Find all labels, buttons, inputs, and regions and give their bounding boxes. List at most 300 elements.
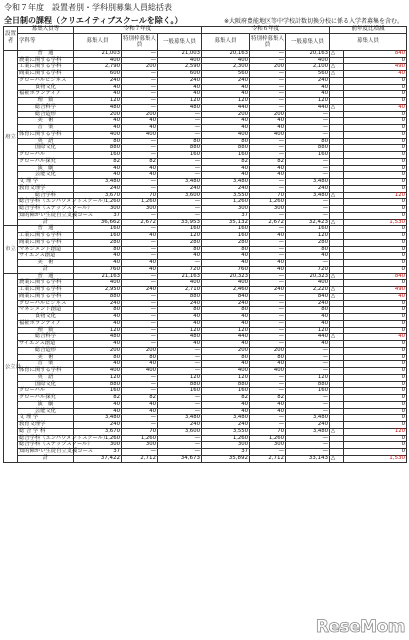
table-row [4,98,407,105]
change-cell: 0 [344,199,407,206]
dept-cell: 英 語 [18,138,74,145]
decrease-mark [330,152,344,159]
change-cell: 0 [344,152,407,159]
value-cell: — [158,435,202,442]
value-cell: — [286,368,330,375]
value-cell: 82 [202,395,250,402]
value-cell: 240 [250,287,286,294]
table-row [4,57,407,64]
col-header: 募集人員 [74,33,122,50]
value-cell: 440 [286,334,330,341]
value-cell: 880 [286,381,330,388]
value-cell: 40 [74,91,122,98]
value-cell: — [286,395,330,402]
value-cell: — [250,307,286,314]
value-cell: — [158,408,202,415]
change-cell: 0 [344,327,407,334]
dept-cell: 工業に関する学科 [18,233,74,240]
value-cell: 280 [202,239,250,246]
dept-cell: 理 数 [18,327,74,334]
dept-cell: グローバルビジネス [18,77,74,84]
value-cell: 3,480 [158,179,202,186]
dept-cell: 福祉ボランティア [18,91,74,98]
value-cell: — [122,226,158,233]
value-cell: — [250,50,286,57]
value-cell: 880 [202,145,250,152]
value-cell: 120 [74,98,122,105]
value-cell: 240 [158,185,202,192]
value-cell: 240 [286,77,330,84]
dept-cell: 総合科学 [18,334,74,341]
value-cell: 200 [202,347,250,354]
dept-cell: 総合学科（ステップスクール） [19,205,93,211]
value-cell: 120 [74,327,122,334]
value-cell: — [250,314,286,321]
change-cell: 0 [344,449,407,456]
dept-cell: 農業に関する学科 [18,57,74,64]
value-cell: 480 [158,104,202,111]
dept-cell: 教育文理学 [18,185,74,192]
value-cell: — [250,212,286,219]
value-cell: — [122,91,158,98]
value-cell: 400 [286,57,330,64]
value-cell: 160 [286,152,330,159]
value-cell: — [158,172,202,179]
table-row [4,185,407,192]
change-cell: 0 [344,138,407,145]
value-cell: 2,712 [122,455,158,462]
value-cell: — [250,327,286,334]
value-cell: 40 [158,314,202,321]
value-cell: — [250,145,286,152]
value-cell: 200 [250,111,286,118]
value-cell: 3,480 [286,428,330,435]
value-cell: — [122,449,158,456]
dept-cell: マネジメント創造 [18,246,74,253]
table-row [4,246,407,253]
value-cell: — [122,253,158,260]
decrease-mark [330,314,344,321]
dept-cell: グローバルビジネス [18,300,74,307]
value-cell: — [250,57,286,64]
document-title: 令和７年度 設置者別・学科別募集人員総括表 [4,3,172,12]
value-cell: 200 [122,64,158,71]
value-cell: — [250,253,286,260]
value-cell: — [286,172,330,179]
decrease-mark [330,77,344,84]
dept-cell: 体育に関する学科 [18,368,74,375]
change-cell: 40 [344,334,407,341]
value-cell: 1,260 [250,435,286,442]
section-title: 全日制の課程（クリエイティブスクールを除く。） [4,16,183,25]
value-cell: — [158,131,202,138]
table-row [4,131,407,138]
value-cell: 40 [122,233,158,240]
table-row [4,158,407,165]
value-cell: 880 [74,381,122,388]
value-cell: 400 [158,57,202,64]
value-cell: 40 [202,408,250,415]
value-cell: 40 [286,314,330,321]
dept-cell: 総合学科 [18,192,74,199]
value-cell: — [286,158,330,165]
value-cell: 760 [202,266,250,273]
change-cell: 0 [344,401,407,408]
value-cell: 160 [202,388,250,395]
value-cell: 1,260 [122,199,158,206]
dept-cell: 福祉ボランティア [18,320,74,327]
decrease-mark [330,341,344,348]
dept-cell: 食物文化 [18,314,74,321]
value-cell: — [122,293,158,300]
value-cell: — [250,246,286,253]
decrease-mark [330,354,344,361]
value-cell: 880 [74,293,122,300]
change-cell: 0 [344,145,407,152]
dept-cell: 音 楽 [18,125,74,132]
decrease-mark [330,401,344,408]
value-cell: 3,550 [202,428,250,435]
value-cell: 400 [74,280,122,287]
value-cell: 40 [202,84,250,91]
value-cell: 280 [74,239,122,246]
value-cell: 82 [74,395,122,402]
decrease-mark [330,118,344,125]
dept-cell: 普 通 [18,273,74,280]
table-row [4,327,407,334]
table-row [4,50,407,57]
value-cell: 40 [250,125,286,132]
table-row [4,165,407,172]
value-cell: 1,260 [202,199,250,206]
value-cell: 240 [74,422,122,429]
col-header: 一般募集人員 [158,33,202,50]
dept-cell: 国際文化 [18,145,74,152]
table-row [4,293,407,300]
change-cell: 0 [344,368,407,375]
value-cell: 3,480 [286,179,330,186]
value-cell: — [122,104,158,111]
value-cell: — [158,347,202,354]
change-cell: 0 [344,125,407,132]
value-cell: — [122,239,158,246]
value-cell: — [250,293,286,300]
dept-cell: グローバル [18,388,74,395]
change-cell: 0 [344,341,407,348]
value-cell: 80 [202,307,250,314]
value-cell: — [286,212,330,219]
change-cell: 0 [344,347,407,354]
table-row [4,347,407,354]
table-row [4,172,407,179]
value-cell: 880 [74,145,122,152]
value-cell: 3,480 [286,415,330,422]
value-cell: 240 [202,77,250,84]
decrease-mark [330,266,344,273]
value-cell: 300 [250,206,286,213]
value-cell: — [250,185,286,192]
value-cell: 120 [158,327,202,334]
dept-cell: 文 理 学 [18,415,74,422]
value-cell: 160 [158,388,202,395]
dept-cell: 美 術 [18,354,74,361]
dept-cell: 総合学科（ステップスクール） [19,441,93,448]
value-cell: 40 [202,260,250,267]
table-row [4,111,407,118]
change-cell: 0 [344,408,407,415]
value-cell: 40 [74,165,122,172]
table-row [4,287,407,294]
dept-cell: サイエンス創造 [18,341,74,348]
value-cell: 40 [74,172,122,179]
value-cell: 240 [202,300,250,307]
value-cell: — [158,199,202,206]
decrease-mark [330,300,344,307]
dept-header-bottom: 学科等 [18,33,74,50]
change-cell: 0 [344,226,407,233]
decrease-mark [330,435,344,442]
decrease-mark: △ [330,71,344,78]
value-cell: — [250,320,286,327]
decrease-mark: △ [330,219,344,226]
value-cell: 40 [202,91,250,98]
value-cell: — [122,415,158,422]
change-cell: 840 [344,273,407,280]
value-cell: — [122,341,158,348]
value-cell: 880 [158,381,202,388]
value-cell: 40 [74,260,122,267]
change-cell: 0 [344,300,407,307]
dept-cell: 総合造形 [18,111,74,118]
value-cell: 3,480 [74,415,122,422]
value-cell: 80 [158,138,202,145]
value-cell: 2,710 [158,287,202,294]
change-cell: 0 [344,131,407,138]
value-cell: — [250,77,286,84]
value-cell: 600 [158,71,202,78]
enrollment-table [3,26,407,463]
value-cell: — [250,280,286,287]
value-cell: 300 [74,442,122,449]
dept-cell: 理 数 [18,98,74,105]
table-row [4,179,407,186]
col-header: 特別枠募集人員 [122,33,158,50]
decrease-mark [330,165,344,172]
value-cell: — [286,408,330,415]
value-cell: 560 [202,71,250,78]
value-cell: 37 [202,212,250,219]
dept-cell: 美 術 [18,118,74,125]
value-cell: — [122,71,158,78]
value-cell: 2,672 [250,219,286,226]
value-cell: 3,480 [74,179,122,186]
table-row [4,91,407,98]
value-cell: 120 [202,98,250,105]
value-cell: — [286,111,330,118]
table-row [4,64,407,71]
table-row [4,118,407,125]
col-header: 募集人員 [330,33,407,50]
value-cell: 70 [122,428,158,435]
value-cell: 160 [74,226,122,233]
table-row [4,104,407,111]
value-cell: 70 [122,192,158,199]
value-cell: 840 [202,293,250,300]
dept-cell: 総合学科（エンパワメントスクール） [19,434,109,441]
table-row [4,77,407,84]
value-cell: — [250,91,286,98]
decrease-mark [330,138,344,145]
group-label: 公立計 [4,273,18,462]
decrease-mark [330,125,344,132]
value-cell: 160 [74,388,122,395]
value-cell: 120 [286,233,330,240]
value-cell: 200 [74,347,122,354]
dept-cell: 音 楽 [18,361,74,368]
value-cell: 40 [158,253,202,260]
change-cell: 0 [344,253,407,260]
value-cell: 40 [74,408,122,415]
table-row [4,145,407,152]
col-header: 募集人員 [202,33,250,50]
value-cell: 40 [74,314,122,321]
value-cell: — [250,104,286,111]
change-cell: 0 [344,415,407,422]
change-cell: 490 [344,287,407,294]
value-cell: 1,260 [74,435,122,442]
table-row [4,226,407,233]
change-cell: 1,530 [344,219,407,226]
decrease-mark [330,226,344,233]
value-cell: 240 [158,300,202,307]
value-cell: — [122,152,158,159]
change-cell: 1,530 [344,455,407,462]
value-cell: 880 [158,293,202,300]
change-cell: 0 [344,185,407,192]
value-cell: — [286,131,330,138]
value-cell: — [122,300,158,307]
value-cell: 40 [74,401,122,408]
change-cell: 0 [344,77,407,84]
value-cell: — [122,320,158,327]
value-cell: 40 [250,165,286,172]
decrease-mark [330,374,344,381]
value-cell: 40 [250,408,286,415]
value-cell: 80 [202,354,250,361]
decrease-mark [330,408,344,415]
value-cell: 37 [202,449,250,456]
value-cell: 300 [74,206,122,213]
value-cell: — [286,435,330,442]
dept-cell: 工業に関する学科 [18,287,74,294]
value-cell: 400 [158,280,202,287]
value-cell: 40 [122,165,158,172]
value-cell: 300 [122,442,158,449]
value-cell: 240 [202,422,250,429]
decrease-mark [330,442,344,449]
table-row [4,408,407,415]
dept-header-top: 募集人員等 [18,27,74,34]
value-cell: 40 [122,118,158,125]
decrease-mark [330,158,344,165]
value-cell: 32,423 [286,219,330,226]
value-cell: 40 [250,361,286,368]
value-cell: 200 [122,111,158,118]
value-cell: 37,422 [74,455,122,462]
value-cell: 2,950 [74,287,122,294]
change-cell: 840 [344,50,407,57]
value-cell: 240 [202,185,250,192]
decrease-mark: △ [330,293,344,300]
value-cell: 40 [158,91,202,98]
value-cell: 3,480 [158,415,202,422]
table-row [4,449,407,456]
value-cell: — [250,341,286,348]
table-row [4,307,407,314]
change-cell: 0 [344,361,407,368]
change-cell: 0 [344,280,407,287]
value-cell: 20,323 [286,273,330,280]
change-cell: 0 [344,395,407,402]
group-label: 府立 [4,50,18,226]
value-cell: — [122,334,158,341]
table-row [4,314,407,321]
value-cell: 160 [74,152,122,159]
value-cell: 240 [286,422,330,429]
value-cell: 40 [202,165,250,172]
value-cell: 2,672 [122,219,158,226]
value-cell: 240 [74,185,122,192]
value-cell: 40 [158,84,202,91]
value-cell: 21,003 [74,50,122,57]
dept-cell: 文 理 学 [18,179,74,186]
value-cell: 400 [122,131,158,138]
value-cell: 400 [286,280,330,287]
decrease-mark [330,233,344,240]
dept-cell: 体育に関する学科 [18,131,74,138]
value-cell: — [250,152,286,159]
value-cell: 40 [202,361,250,368]
value-cell: — [122,57,158,64]
value-cell: — [286,347,330,354]
change-cell: 0 [344,98,407,105]
value-cell: — [122,314,158,321]
value-cell: 120 [158,98,202,105]
year7-header: 令和７年度 [74,27,202,34]
decrease-mark [330,361,344,368]
change-cell: 0 [344,206,407,213]
value-cell: 40 [122,361,158,368]
decrease-mark [330,206,344,213]
value-cell: 160 [202,152,250,159]
value-cell: 300 [202,442,250,449]
value-cell: 440 [202,334,250,341]
value-cell: 40 [286,341,330,348]
value-cell: 40 [158,320,202,327]
value-cell: — [250,334,286,341]
value-cell: 3,670 [74,428,122,435]
dept-cell: 農業に関する学科 [18,280,74,287]
change-cell: 0 [344,118,407,125]
value-cell: — [158,125,202,132]
value-cell: 2,460 [202,287,250,294]
col-header: 一般募集人員 [286,33,330,50]
value-cell: — [122,422,158,429]
value-cell: — [250,71,286,78]
table-row [4,233,407,240]
table-row [4,395,407,402]
value-cell: 1,260 [122,435,158,442]
